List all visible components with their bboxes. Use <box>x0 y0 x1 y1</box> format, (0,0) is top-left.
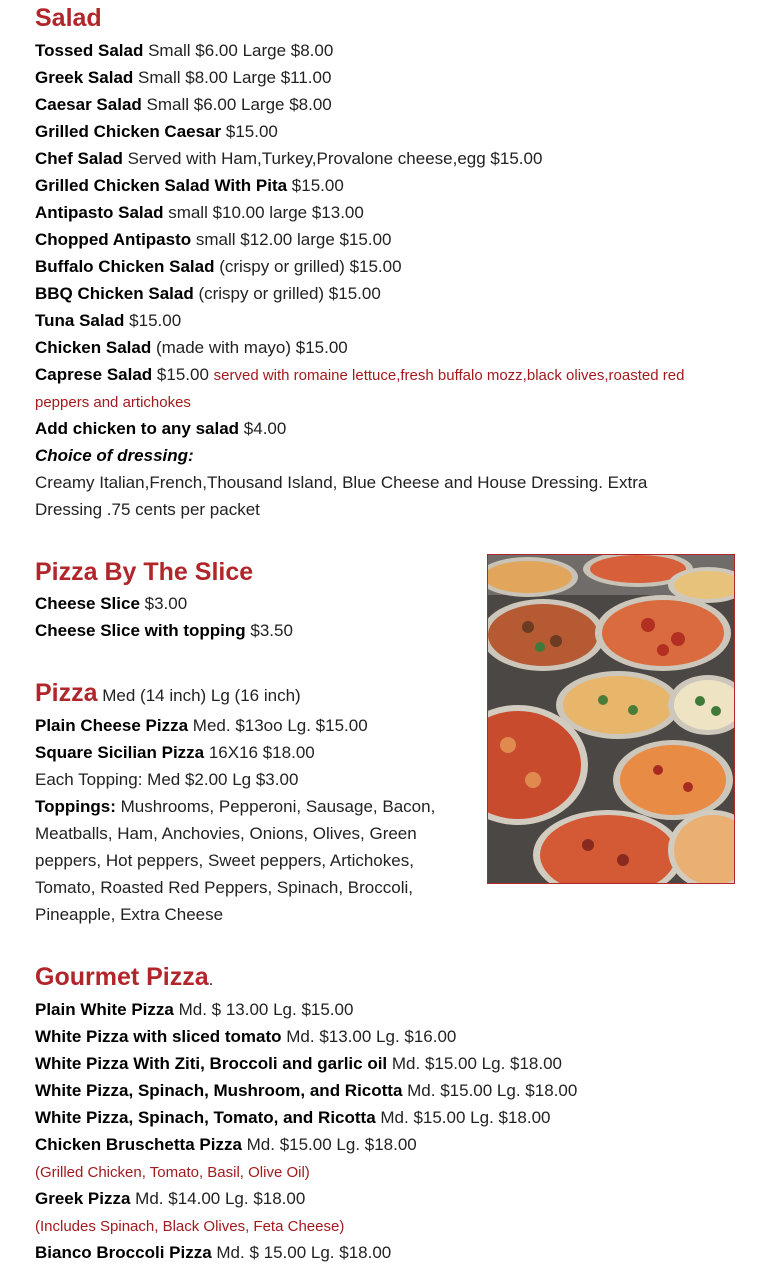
item-price: small $10.00 large $13.00 <box>163 203 364 222</box>
caprese-note-line2: peppers and artichokes <box>35 394 191 411</box>
item-name: White Pizza With Ziti, Broccoli and garlic oil <box>35 1054 388 1073</box>
item-name: Antipasto Salad <box>35 203 164 222</box>
greek-note-line <box>35 1212 344 1240</box>
menu-item <box>35 1077 577 1104</box>
gourmet-title-suffix: . <box>208 970 214 989</box>
menu-item <box>35 334 348 361</box>
menu-item <box>35 118 278 145</box>
menu-item <box>35 280 381 307</box>
pizza-photo-illustration <box>488 555 734 883</box>
item-name: Greek Pizza <box>35 1189 131 1208</box>
item-name: White Pizza with sliced tomato <box>35 1027 282 1046</box>
item-name: Chicken Salad <box>35 338 152 357</box>
toppings-text: Pineapple, Extra Cheese <box>35 905 224 924</box>
item-name: Buffalo Chicken Salad <box>35 257 215 276</box>
menu-item <box>35 590 187 617</box>
toppings-line <box>35 793 435 820</box>
item-price: $4.00 <box>239 419 287 438</box>
item-name: Tuna Salad <box>35 311 125 330</box>
toppings-label: Toppings: <box>35 797 116 816</box>
menu-item <box>35 199 364 226</box>
item-name: Chicken Bruschetta Pizza <box>35 1135 242 1154</box>
item-price: (crispy or grilled) $15.00 <box>193 284 381 303</box>
item-name: Caprese Salad <box>35 365 153 384</box>
dressing-list: Creamy Italian,French,Thousand Island, Blue Cheese and House Dressing. Extra <box>35 473 648 492</box>
bruschetta-note: (Grilled Chicken, Tomato, Basil, Olive Oil) <box>35 1164 310 1181</box>
item-price: Md. $15.00 Lg. $18.00 <box>402 1081 578 1100</box>
gourmet-heading <box>35 962 213 995</box>
menu-item <box>35 712 368 739</box>
toppings-text: Tomato, Roasted Red Peppers, Spinach, Broccoli, <box>35 878 413 897</box>
item-price: (made with mayo) $15.00 <box>151 338 348 357</box>
item-name: White Pizza, Spinach, Mushroom, and Ricotta <box>35 1081 403 1100</box>
item-price: small $12.00 large $15.00 <box>191 230 392 249</box>
menu-item <box>35 37 333 64</box>
item-price: Md. $ 15.00 Lg. $18.00 <box>211 1243 392 1262</box>
dressing-label: Choice of dressing: <box>35 446 194 465</box>
item-price: Md. $15.00 Lg. $18.00 <box>241 1135 417 1154</box>
item-price: $3.00 <box>139 594 188 613</box>
item-price: Small $8.00 Large $11.00 <box>133 68 332 87</box>
item-name: Bianco Broccoli Pizza <box>35 1243 212 1262</box>
greek-note: (Includes Spinach, Black Olives, Feta Cheese) <box>35 1218 345 1235</box>
bruschetta-note-line <box>35 1158 310 1186</box>
item-price: $15.00 <box>221 122 278 141</box>
toppings-text: Meatballs, Ham, Anchovies, Onions, Olives, Green <box>35 824 417 843</box>
item-name: Square Sicilian Pizza <box>35 743 205 762</box>
item-name: Add chicken to any salad <box>35 419 240 438</box>
menu-item <box>35 1023 456 1050</box>
menu-item <box>35 739 315 766</box>
item-name: Grilled Chicken Salad With Pita <box>35 176 288 195</box>
item-price: Md. $13.00 Lg. $16.00 <box>281 1027 457 1046</box>
item-price: Md. $14.00 Lg. $18.00 <box>130 1189 306 1208</box>
pizza-title: Pizza <box>35 679 98 707</box>
menu-item <box>35 226 392 253</box>
toppings-text: Mushrooms, Pepperoni, Sausage, Bacon, <box>115 797 436 816</box>
menu-item <box>35 145 542 172</box>
item-name: Tossed Salad <box>35 41 144 60</box>
item-name: Plain White Pizza <box>35 1000 174 1019</box>
add-chicken-item <box>35 415 286 442</box>
item-price: Med. $13oo Lg. $15.00 <box>188 716 368 735</box>
menu-item <box>35 172 344 199</box>
menu-item <box>35 91 332 118</box>
item-name: Caesar Salad <box>35 95 142 114</box>
menu-item <box>35 1185 305 1212</box>
item-name: Grilled Chicken Caesar <box>35 122 222 141</box>
dressing-label-line <box>35 442 194 469</box>
item-price: $15.00 <box>287 176 344 195</box>
caprese-note: served with romaine lettuce,fresh buffalo mozz,black olives,roasted red <box>213 367 685 384</box>
item-name: Plain Cheese Pizza <box>35 716 189 735</box>
item-price: $15.00 <box>152 365 214 384</box>
menu-item <box>35 996 353 1023</box>
salad-heading: Salad <box>35 4 102 32</box>
menu-item <box>35 617 293 644</box>
toppings-text: peppers, Hot peppers, Sweet peppers, Artichokes, <box>35 851 414 870</box>
each-topping-price: Each Topping: Med $2.00 Lg $3.00 <box>35 770 299 789</box>
item-price: Md. $ 13.00 Lg. $15.00 <box>173 1000 354 1019</box>
menu-item <box>35 307 181 334</box>
menu-item <box>35 64 331 91</box>
item-name: Greek Salad <box>35 68 134 87</box>
item-price: $3.50 <box>245 621 293 640</box>
menu-item <box>35 1104 551 1131</box>
gourmet-title: Gourmet Pizza <box>35 963 209 991</box>
item-name: White Pizza, Spinach, Tomato, and Ricotta <box>35 1108 376 1127</box>
caprese-note-continued <box>35 388 191 416</box>
pizza-photo <box>487 554 735 884</box>
item-price: (crispy or grilled) $15.00 <box>214 257 402 276</box>
item-price: Served with Ham,Turkey,Provalone cheese,egg $15.00 <box>122 149 543 168</box>
item-name: Chopped Antipasto <box>35 230 192 249</box>
item-name: Cheese Slice <box>35 594 140 613</box>
pizza-sizes: Med (14 inch) Lg (16 inch) <box>97 686 301 705</box>
pizza-heading <box>35 678 301 711</box>
item-price: 16X16 $18.00 <box>204 743 315 762</box>
item-price: Small $6.00 Large $8.00 <box>143 41 334 60</box>
item-price: Md. $15.00 Lg. $18.00 <box>375 1108 551 1127</box>
menu-item <box>35 1239 391 1266</box>
slice-heading: Pizza By The Slice <box>35 558 254 586</box>
item-price: $15.00 <box>124 311 182 330</box>
menu-item <box>35 253 402 280</box>
dressing-extra: Dressing .75 cents per packet <box>35 500 260 519</box>
menu-item <box>35 1131 417 1158</box>
menu-item <box>35 1050 562 1077</box>
item-name: Cheese Slice with topping <box>35 621 246 640</box>
item-price: Small $6.00 Large $8.00 <box>141 95 332 114</box>
caprese-item <box>35 361 684 389</box>
item-price: Md. $15.00 Lg. $18.00 <box>387 1054 563 1073</box>
item-name: BBQ Chicken Salad <box>35 284 194 303</box>
item-name: Chef Salad <box>35 149 123 168</box>
